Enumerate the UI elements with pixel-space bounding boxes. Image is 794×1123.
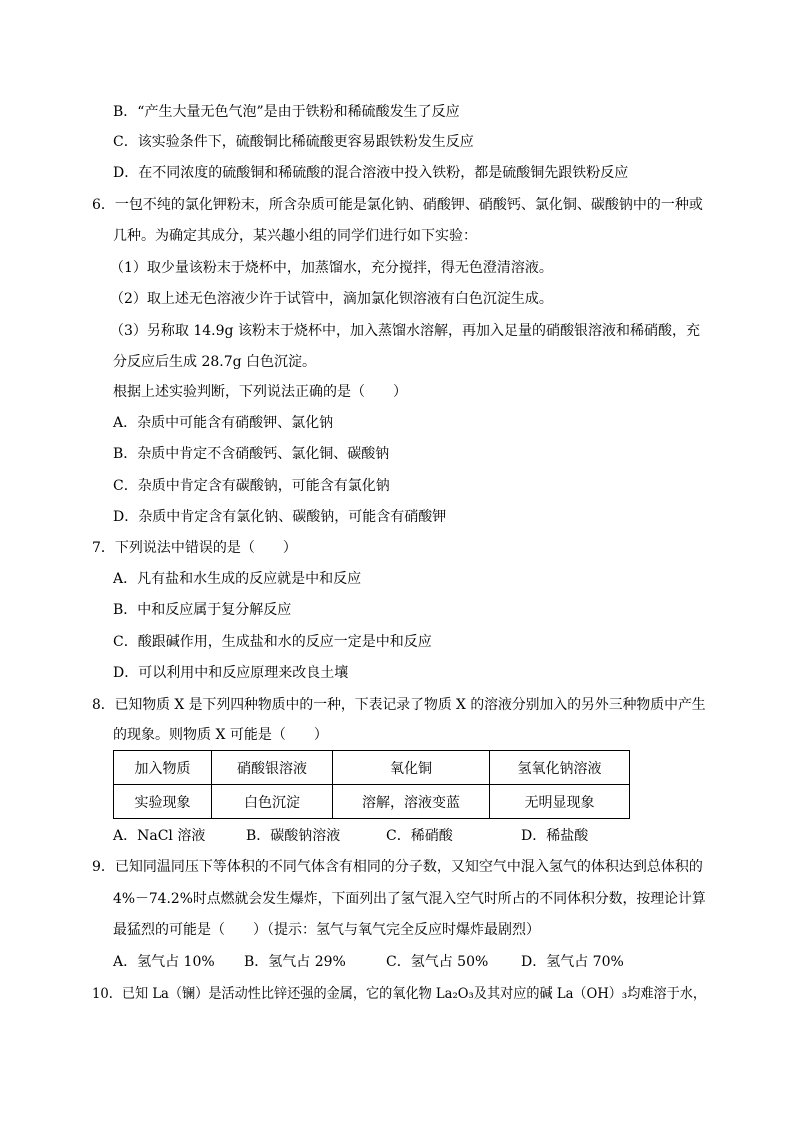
q9-stem-line2: 4%－74.2%时点燃就会发生爆炸，下面列出了氢气混入空气时所占的不同体积分数，按理论计算: [113, 891, 706, 907]
q9-option-a: A．氢气占 10%: [113, 954, 215, 970]
q6-option-a: A．杂质中可能含有硝酸钾、氯化钠: [113, 415, 334, 431]
table-row: [114, 751, 630, 785]
q9-stem-line1: 9．已知同温同压下等体积的不同气体含有相同的分子数，又知空气中混入氢气的体积达到总体积的: [92, 859, 703, 875]
q6-step2: （2）取上述无色溶液少许于试管中，滴加氯化钡溶液有白色沉淀生成。: [110, 291, 553, 307]
q6-stem-line2: 几种。为确定其成分，某兴趣小组的同学们进行如下实验：: [113, 228, 477, 244]
table-cell: 无明显现象: [490, 785, 630, 819]
table-cell: 硝酸银溶液: [212, 751, 333, 785]
q6-step3-line2: 分反应后生成 28.7g 白色沉淀。: [113, 354, 317, 370]
q5-option-c: C．该实验条件下，硫酸铜比稀硫酸更容易跟铁粉发生反应: [113, 134, 474, 150]
table-cell: 氢氧化钠溶液: [490, 751, 630, 785]
q6-stem-line1: 6．一包不纯的氯化钾粉末，所含杂质可能是氯化钠、硝酸钾、硝酸钙、氯化铜、碳酸钠中的一种或: [92, 197, 703, 213]
q6-question: 根据上述实验判断，下列说法正确的是（ ）: [113, 384, 407, 400]
q8-table: [113, 750, 630, 819]
q8-option-a: A．NaCl 溶液: [113, 828, 206, 844]
table-cell: 白色沉淀: [212, 785, 333, 819]
q9-option-d: D．氢气占 70%: [521, 954, 624, 970]
q7-option-d: D．可以利用中和反应原理来改良土壤: [113, 665, 349, 681]
q9-stem-line3: 最猛烈的可能是（ ）（提示：氢气与氧气完全反应时爆炸最剧烈）: [113, 922, 540, 938]
q5-option-b: B．“产生大量无色气泡”是由于铁粉和稀硫酸发生了反应: [113, 104, 460, 120]
q8-option-c: C．稀硝酸: [386, 828, 453, 844]
q10-stem-line1: 10．已知 La（镧）是活动性比锌还强的金属，它的氧化物 La₂O₃及其对应的碱 La（OH）₃均难溶于水，: [92, 986, 707, 1002]
q7-option-a: A．凡有盐和水生成的反应就是中和反应: [113, 571, 362, 587]
q6-option-b: B．杂质中肯定不含硝酸钙、氯化铜、碳酸钠: [113, 446, 390, 462]
q9-option-c: C．氢气占 50%: [386, 954, 489, 970]
q7-option-b: B．中和反应属于复分解反应: [113, 602, 292, 618]
table-cell: 氧化铜: [333, 751, 490, 785]
q8-stem-line1: 8．已知物质 X 是下列四种物质中的一种，下表记录了物质 X 的溶液分别加入的另外三种物质中产生: [92, 697, 706, 713]
q6-option-c: C．杂质中肯定含有碳酸钠，可能含有氯化钠: [113, 478, 390, 494]
q8-option-b: B．碳酸钠溶液: [246, 828, 341, 844]
q9-option-b: B．氢气占 29%: [244, 954, 346, 970]
table-row: [114, 785, 630, 819]
table-cell: 加入物质: [114, 751, 212, 785]
q7-option-c: C．酸跟碱作用，生成盐和水的反应一定是中和反应: [113, 634, 432, 650]
q6-option-d: D．杂质中肯定含有氯化钠、碳酸钠，可能含有硝酸钾: [113, 509, 447, 525]
q8-stem-line2: 的现象。则物质 X 可能是（ ）: [113, 727, 328, 743]
q8-option-d: D．稀盐酸: [521, 828, 589, 844]
q6-step1: （1）取少量该粉末于烧杯中，加蒸馏水，充分搅拌，得无色澄清溶液。: [110, 260, 553, 276]
table-cell: 溶解，溶液变蓝: [333, 785, 490, 819]
table-cell: 实验现象: [114, 785, 212, 819]
q5-option-d: D．在不同浓度的硫酸铜和稀硫酸的混合溶液中投入铁粉，都是硫酸铜先跟铁粉反应: [113, 165, 629, 181]
q6-step3-line1: （3）另称取 14.9g 该粉末于烧杯中，加入蒸馏水溶解，再加入足量的硝酸银溶液和稀硝酸，充: [110, 323, 700, 339]
q7-stem: 7．下列说法中错误的是（ ）: [92, 540, 297, 556]
